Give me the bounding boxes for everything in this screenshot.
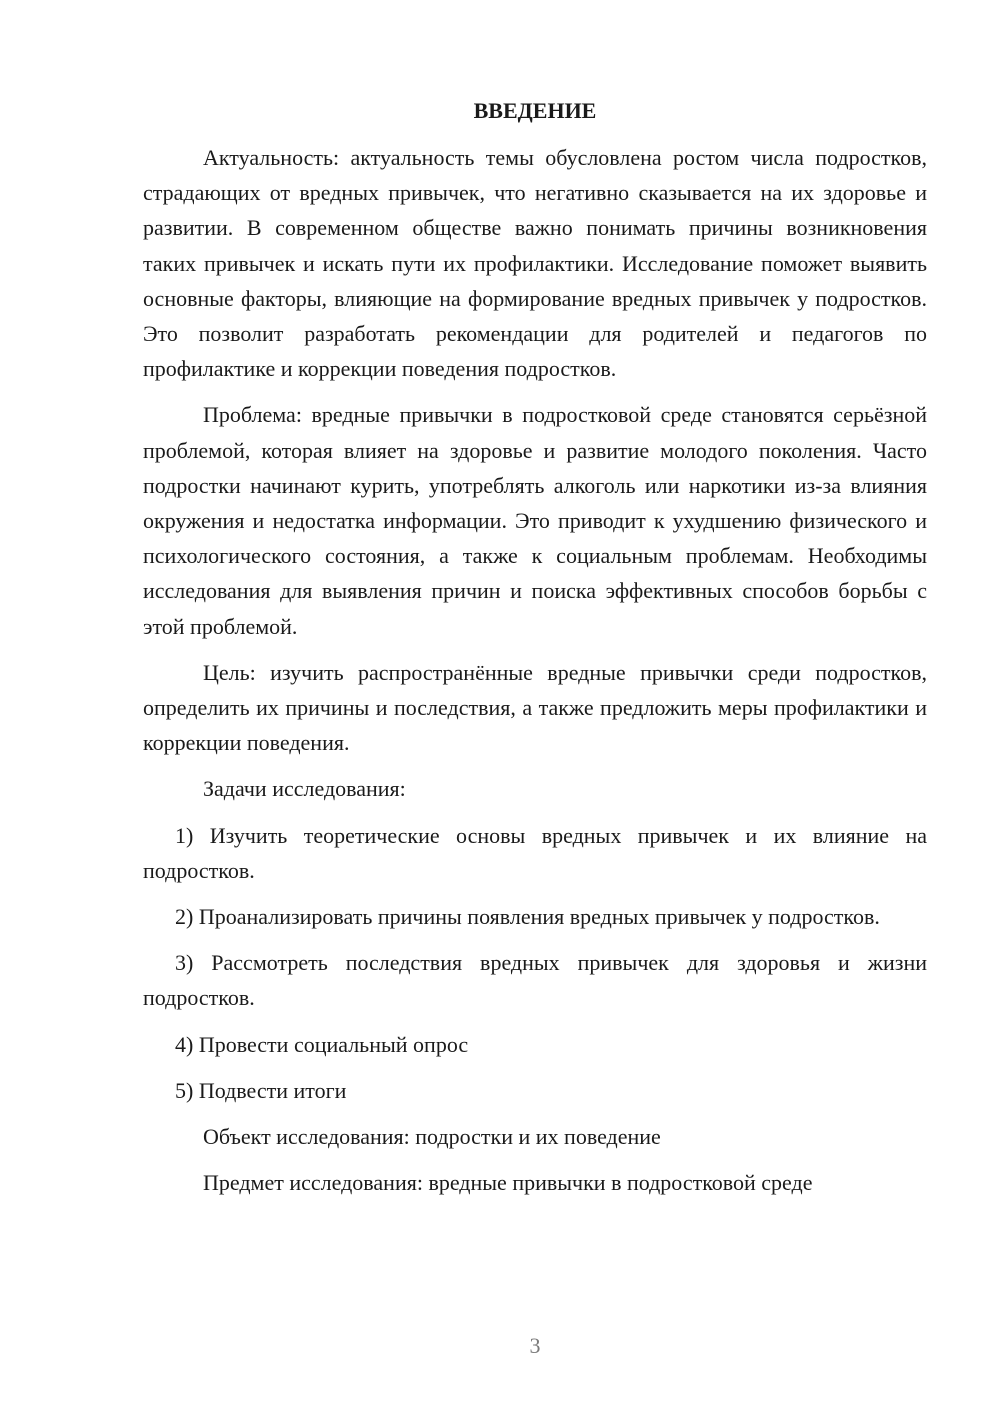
tasks-list: [143, 818, 927, 1108]
task-item-4: 4) Провести социальный опрос: [175, 1031, 469, 1057]
task-item-2: 2) Проанализировать причины появления вредных привычек у подростков.: [175, 904, 880, 930]
task-item-1: 1) Изучить теоретические основы вредных привычек и их влияние на подростков.: [143, 822, 927, 883]
task-item-3: 3) Рассмотреть последствия вредных привычек для здоровья и жизни подростков.: [143, 950, 927, 1011]
problem-paragraph: Проблема: вредные привычки в подростковой среде становятся серьёзной проблемой, которая влияет на здоровье и развитие молодого поколения. Часто подростки начинают курить, употреблять алкоголь или наркотики из-за влияния окружения и недостатка информации. Это приводит к ухудшению физического и психологического состояния, а также к социальным проблемам. Необходимы исследования для выявления причин и поиска эффективных способов борьбы с этой проблемой.: [143, 402, 927, 639]
page-heading: ВВЕДЕНИЕ: [473, 98, 597, 123]
page-number: 3: [529, 1333, 541, 1358]
goal-paragraph: Цель: изучить распространённые вредные привычки среди подростков, определить их причины и последствия, а также предложить меры профилактики и коррекции поведения.: [143, 659, 927, 756]
research-subject: Предмет исследования: вредные привычки в подростковой среде: [203, 1170, 813, 1196]
task-item-5: 5) Подвести итоги: [175, 1077, 347, 1103]
relevance-paragraph: Актуальность: актуальность темы обусловлена ростом числа подростков, страдающих от вредных привычек, что негативно сказывается на их здоровье и развитии. В современном обществе важно понимать причины возникновения таких привычек и искать пути их профилактики. Исследование поможет выявить основные факторы, влияющие на формирование вредных привычек у подростков. Это позволит разработать рекомендации для родителей и педагогов по профилактике и коррекции поведения подростков.: [143, 145, 927, 382]
page-content: [143, 93, 927, 1211]
tasks-title: Задачи исследования:: [203, 776, 406, 802]
research-object: Объект исследования: подростки и их поведение: [203, 1124, 661, 1150]
